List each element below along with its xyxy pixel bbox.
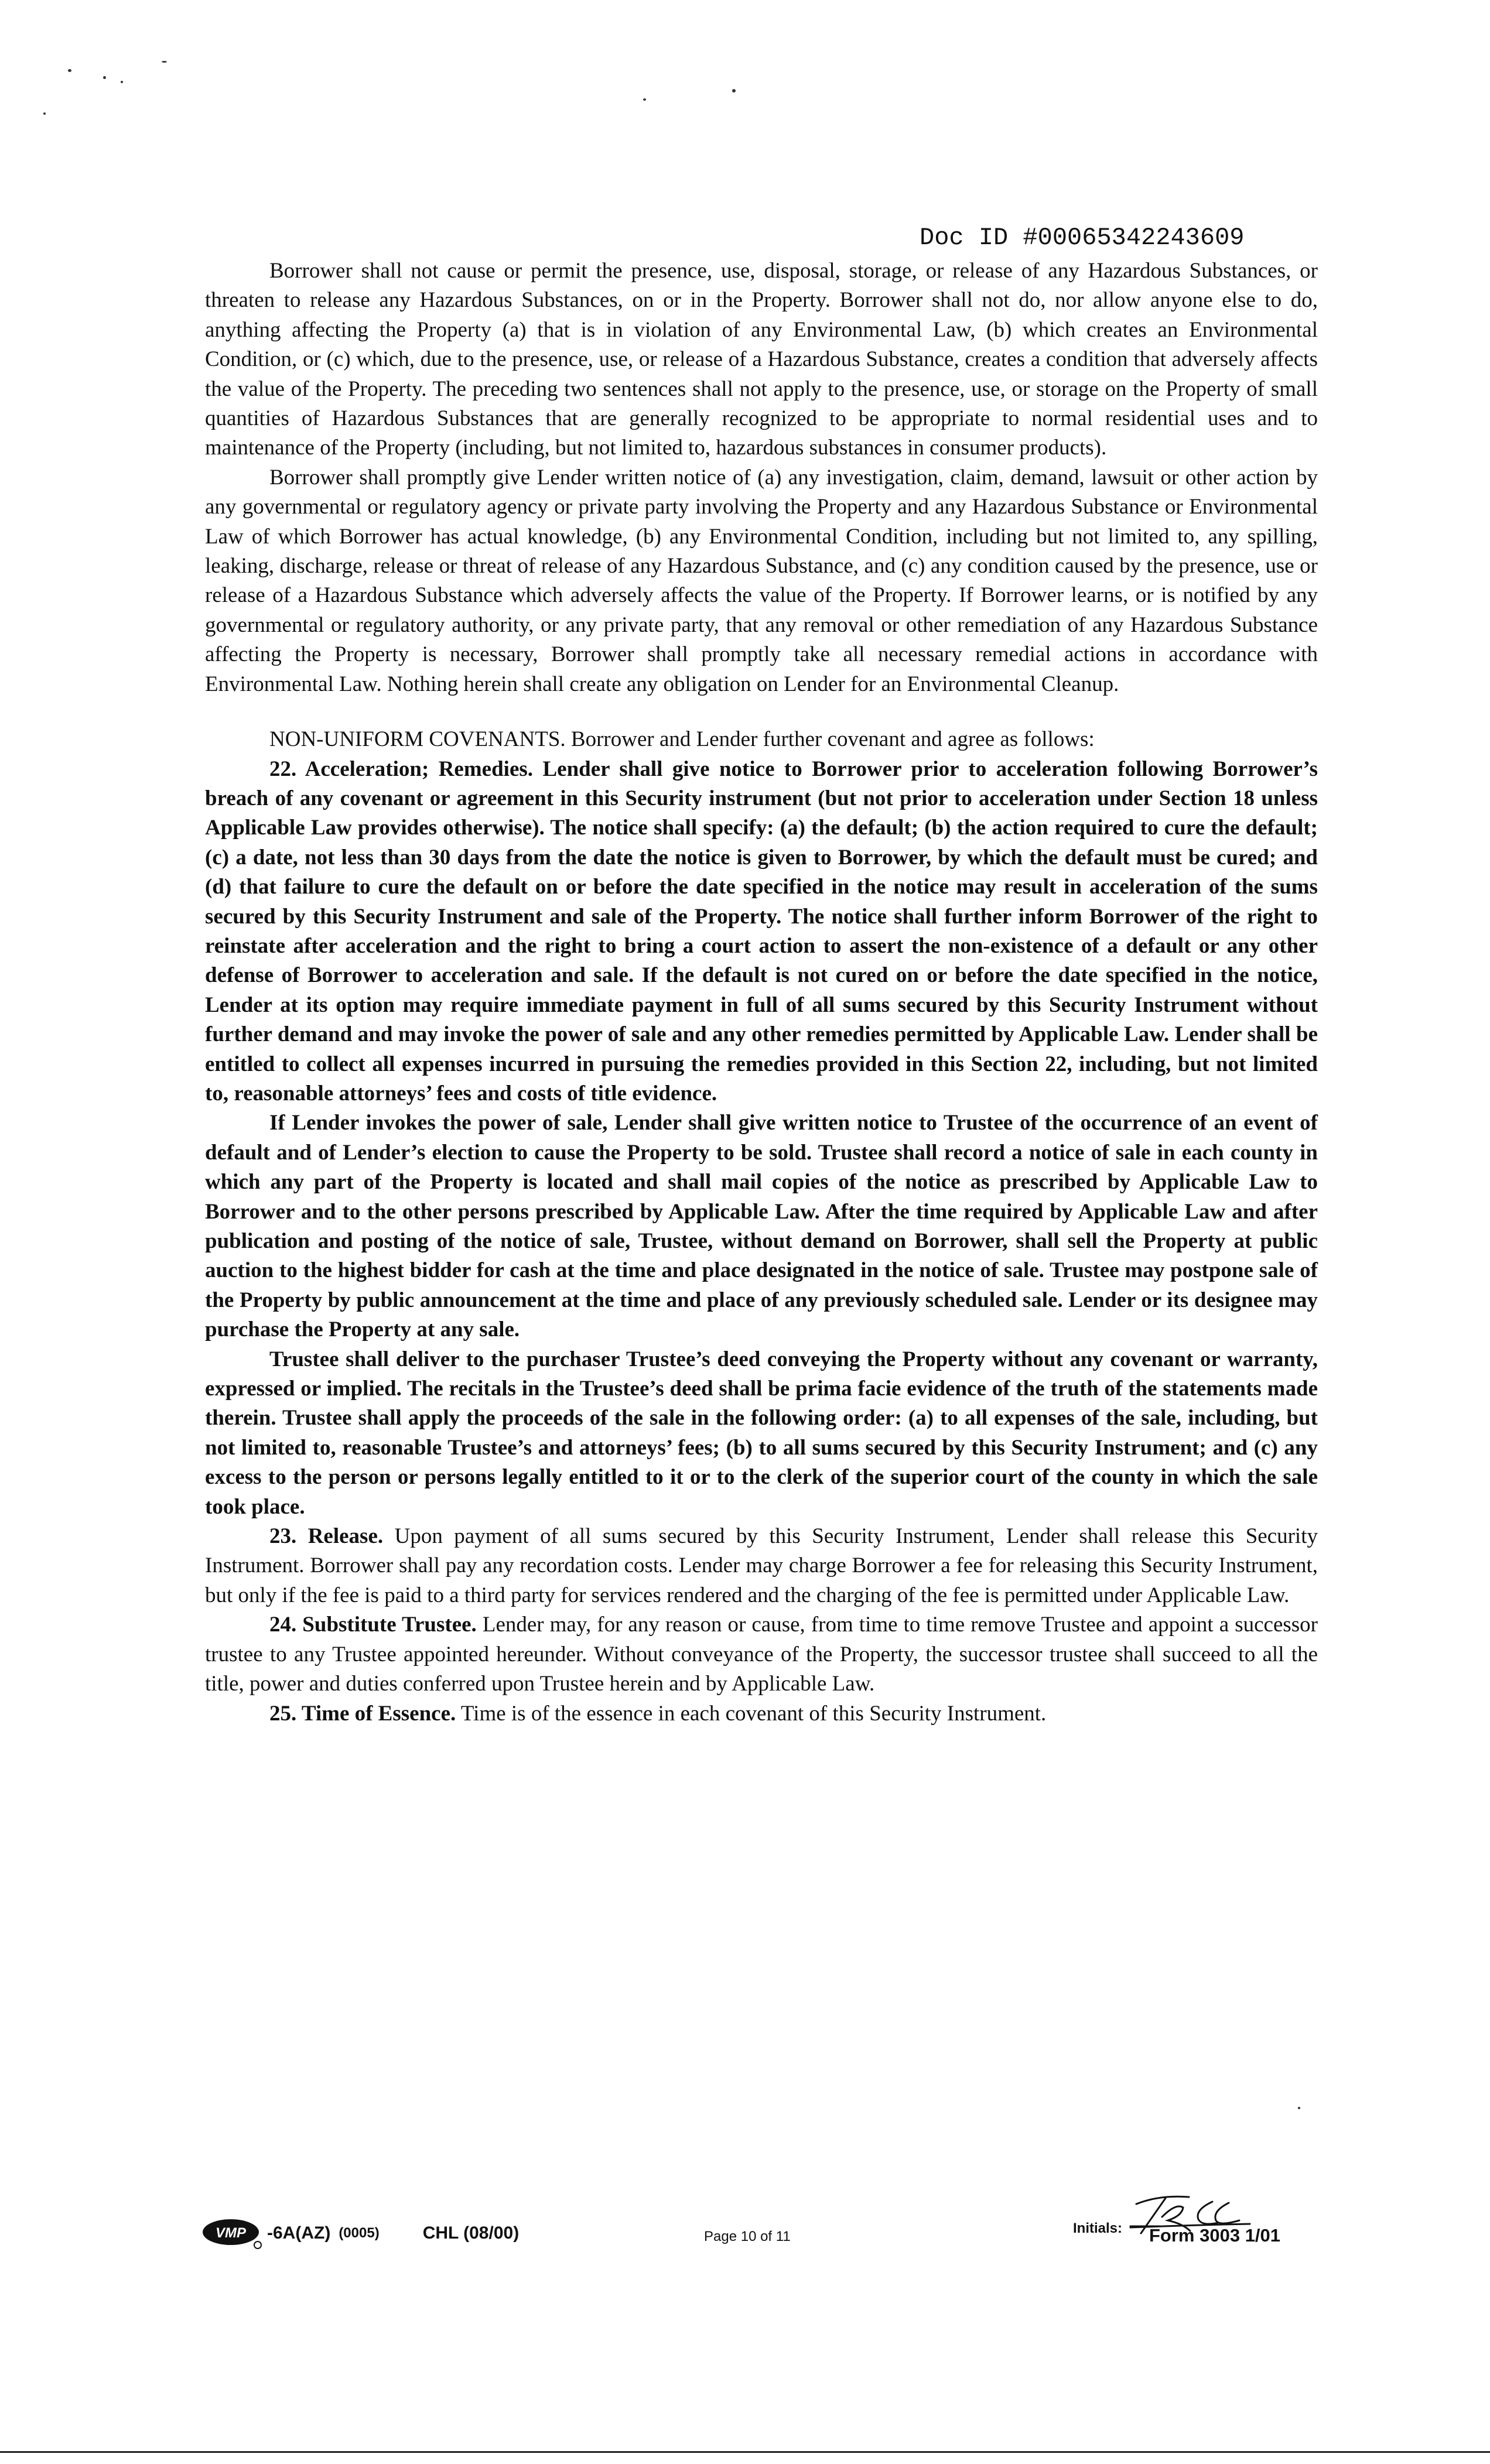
substitute-trustee-text: Lender may, for any reason or cause, from time to time remove Trustee and appoint a successor trustee to any Trustee appointed hereunder. Without conveyance of the Property, the successor trustee shall succeed to all the title, power and duties conferred upon Trustee herein and by Applicable Law. — [205, 1613, 1318, 1696]
paragraph-time-of-essence — [205, 1699, 1318, 1729]
release-heading: 23. Release. — [269, 1524, 384, 1549]
time-of-essence-heading: 25. Time of Essence. — [269, 1701, 456, 1726]
scan-speck — [643, 98, 646, 101]
scan-speck — [103, 76, 106, 79]
paragraph-substitute-trustee — [205, 1610, 1318, 1699]
paragraph-environmental-notice: Borrower shall promptly give Lender written notice of (a) any investigation, claim, demand, lawsuit or other action by any governmental or regulatory agency or private party involving the Property and any Hazardous Substance or Environmental Law of which Borrower has actual knowledge, (b) any Environmental Condition, including but not limited to, any spilling, leaking, discharge, release or threat of release of any Hazardous Substance, and (c) any condition caused by the presence, use or release of a Hazardous Substance which adversely affects the value of the Property. If Borrower learns, or is notified by any governmental or regulatory authority, or any private party, that any removal or other remediation of any Hazardous Substance affecting the Property is necessary, Borrower shall promptly take all necessary remedial actions in accordance with Environmental Law. Nothing herein shall create any obligation on Lender for an Environmental Cleanup. — [205, 465, 1318, 696]
footer-form-code — [201, 2217, 519, 2250]
release-text: Upon payment of all sums secured by this Security Instrument, Lender shall release this Security Instrument. Borrower shall pay any recordation costs. Lender may charge Borrower a fee for releasing this Security Instrument, but only if the fee is paid to a third party for services rendered and the charging of the fee is permitted under Applicable Law. — [205, 1524, 1318, 1607]
document-body — [205, 256, 1318, 1729]
vmp-logo-icon — [201, 2217, 266, 2250]
paragraph-hazardous-substances: Borrower shall not cause or permit the presence, use, disposal, storage, or release of any Hazardous Substances, or threaten to release any Hazardous Substances, on or in the Property. Borrower shall not do, nor allow anyone else to do, anything affecting the Property (a) that is in violation of any Environmental Law, (b) which creates an Environmental Condition, or (c) which, due to the presence, use, or release of a Hazardous Substance, creates a condition that adversely affects the value of the Property. The preceding two sentences shall not apply to the presence, use, or storage on the Property of small quantities of Hazardous Substances that are generally recognized to be appropriate to normal residential uses and to maintenance of the Property (including, but not limited to, hazardous substances in consumer products). — [205, 259, 1318, 460]
scan-speck — [162, 61, 167, 63]
page-number: Page 10 of 11 — [704, 2229, 791, 2244]
scan-speck — [732, 89, 736, 93]
paragraph-release — [205, 1522, 1318, 1610]
paragraph-power-of-sale: If Lender invokes the power of sale, Lender shall give written notice to Trustee of the occurrence of an event of default and of Lender’s election to cause the Property to be sold. Trustee shall record a notice of sale in each county in which any part of the Property is located and shall mail copies of the notice as prescribed by Applicable Law to Borrower and to the other persons prescribed by Applicable Law. After the time required by Applicable Law and after publication and posting of the notice of sale, Trustee, without demand on Borrower, shall sell the Property at public auction to the highest bidder for cash at the time and place designated in the notice of sale. Trustee may postpone sale of the Property by public announcement at the time and place of any previously scheduled sale. Lender or its designee may purchase the Property at any sale. — [205, 1111, 1318, 1342]
paragraph-non-uniform-covenants: NON-UNIFORM COVENANTS. Borrower and Lender further covenant and agree as follows: — [269, 727, 1095, 752]
form-code: -6A(AZ) — [267, 2223, 331, 2243]
vmp-logo-text: VMP — [215, 2225, 247, 2241]
scan-speck — [1298, 2107, 1300, 2109]
scan-speck — [121, 81, 123, 83]
doc-id: Doc ID #00065342243609 — [920, 224, 1245, 252]
chl-code: CHL (08/00) — [422, 2223, 520, 2243]
form-number: Form 3003 1/01 — [1149, 2225, 1281, 2246]
bottom-rule — [0, 2451, 1490, 2453]
scan-speck — [43, 112, 46, 115]
initials-label: Initials: — [1073, 2220, 1123, 2236]
paragraph-acceleration-remedies: 22. Acceleration; Remedies. Lender shall give notice to Borrower prior to acceleration following Borrower’s breach of any covenant or agreement in this Security instrument (but not prior to acceleration under Section 18 unless Applicable Law provides otherwise). The notice shall specify: (a) the default; (b) the action required to cure the default; (c) a date, not less than 30 days from the date the notice is given to Borrower, by which the default must be cured; and (d) that failure to cure the default on or before the date specified in the notice may result in acceleration of the sums secured by this Security Instrument and sale of the Property. The notice shall further inform Borrower of the right to reinstate after acceleration and the right to bring a court action to assert the non-existence of a default or any other defense of Borrower to acceleration and sale. If the default is not cured on or before the date specified in the notice, Lender at its option may require immediate payment in full of all sums secured by this Security Instrument without further demand and may invoke the power of sale and any other remedies permitted by Applicable Law. Lender shall be entitled to collect all expenses incurred in pursuing the remedies provided in this Section 22, including, but not limited to, reasonable attorneys’ fees and costs of title evidence. — [205, 757, 1318, 1106]
substitute-trustee-heading: 24. Substitute Trustee. — [269, 1613, 477, 1637]
scan-speck — [68, 69, 71, 72]
paragraph-trustee-deed: Trustee shall deliver to the purchaser Trustee’s deed conveying the Property without any covenant or warranty, expressed or implied. The recitals in the Trustee’s deed shall be prima facie evidence of the truth of the statements made therein. Trustee shall apply the proceeds of the sale in the following order: (a) to all expenses of the sale, including, but not limited to, reasonable Trustee’s and attorneys’ fees; (b) to all sums secured by this Security Instrument; and (c) any excess to the person or persons legally entitled to it or to the clerk of the superior court of the county in which the sale took place. — [205, 1347, 1318, 1519]
time-of-essence-text: Time is of the essence in each covenant of this Security Instrument. — [460, 1701, 1047, 1726]
form-code-small: (0005) — [339, 2225, 380, 2241]
